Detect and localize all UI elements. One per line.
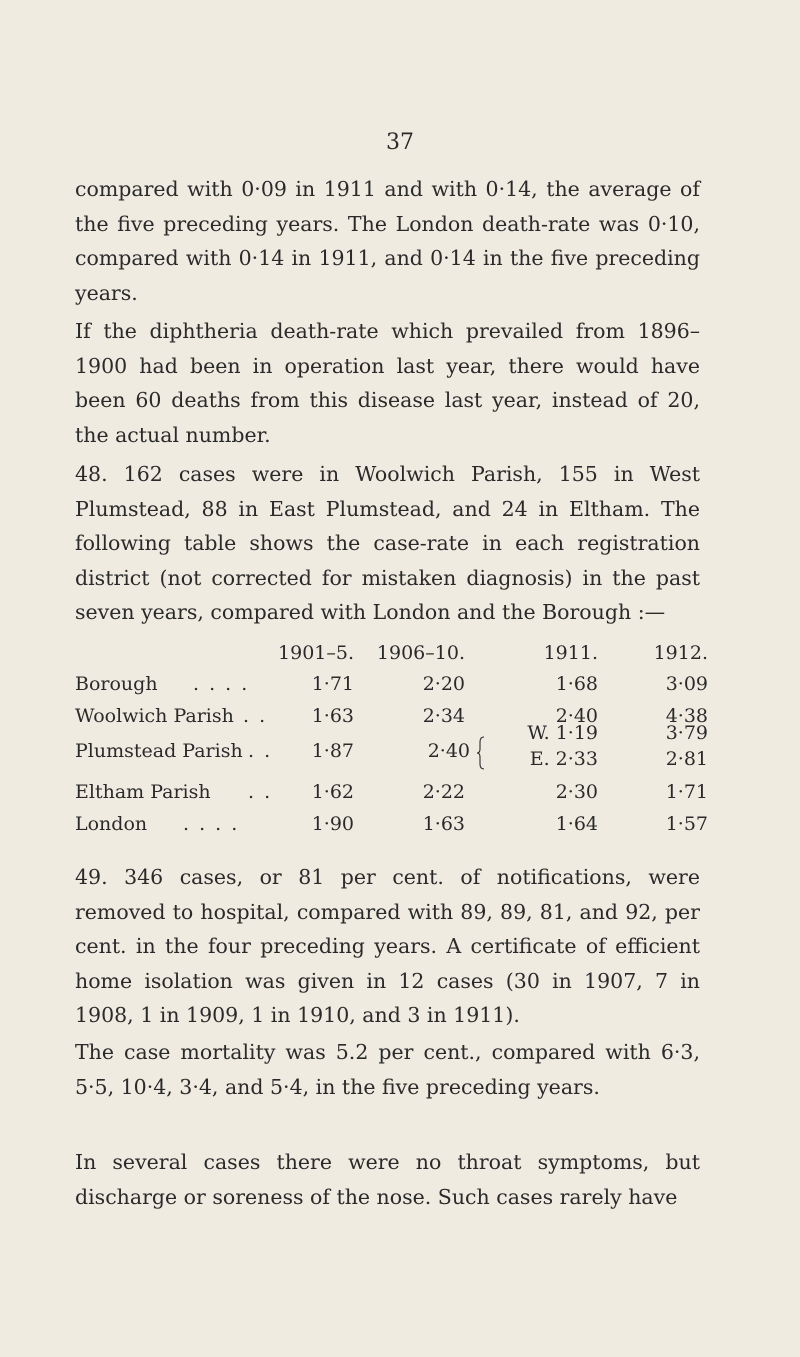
paragraph-case-mortality: The case mortality was 5.2 per cent., compared with 6·3, 5·5, 10·4, 3·4, and 5·4, in the five preceding years. <box>75 1040 700 1099</box>
row-label-woolwich-parish: Woolwich Parish <box>75 705 234 727</box>
paragraph-48-case-distribution: 48. 162 cases were in Woolwich Parish, 155 in West Plumstead, 88 in East Plumstead, and 24 in Eltham. The following table shows the case-rate in each registration district (not corrected for mistaken diagnosis) in the past seven years, compared with London and the Borough :— <box>75 462 700 624</box>
row-leader-london: . . . . <box>183 813 240 835</box>
table-header-1912: 1912. <box>653 642 708 664</box>
cell-london-1901-5: 1·90 <box>311 813 354 835</box>
cell-borough-1912: 3·09 <box>665 673 708 695</box>
table-header-1901-5: 1901–5. <box>278 642 354 664</box>
cell-eltham-1912: 1·71 <box>665 781 708 803</box>
row-leader-woolwich-parish: . . <box>243 705 268 727</box>
cell-eltham-1906-10: 2·22 <box>422 781 465 803</box>
cell-woolwich-1901-5: 1·63 <box>311 705 354 727</box>
cell-plumstead-east-1911: E. 2·33 <box>529 748 598 770</box>
cell-woolwich-1912: 4·38 <box>665 705 708 727</box>
cell-borough-1911: 1·68 <box>555 673 598 695</box>
cell-eltham-1911: 2·30 <box>555 781 598 803</box>
cell-plumstead-west-1911: W. 1·19 <box>527 722 598 744</box>
row-label-london: London <box>75 813 148 835</box>
table-header-1911: 1911. <box>543 642 598 664</box>
cell-eltham-1901-5: 1·62 <box>311 781 354 803</box>
cell-borough-1906-10: 2·20 <box>422 673 465 695</box>
cell-plumstead-1906-10: 2·40 <box>427 740 470 762</box>
row-label-plumstead-parish: Plumstead Parish <box>75 740 243 762</box>
cell-london-1911: 1·64 <box>555 813 598 835</box>
row-label-borough: Borough <box>75 673 158 695</box>
cell-london-1912: 1·57 <box>665 813 708 835</box>
row-leader-eltham-parish: . . <box>248 781 273 803</box>
table-header-1906-10: 1906–10. <box>376 642 465 664</box>
cell-london-1906-10: 1·63 <box>422 813 465 835</box>
paragraph-diphtheria-death-rate: If the diphtheria death-rate which prevailed from 1896–1900 had been in operation last year, there would have been 60 deaths from this disease last year, instead of 20, the actual number. <box>75 319 700 447</box>
cell-plumstead-east-1912: 2·81 <box>665 748 708 770</box>
paragraph-death-rate-comparison: compared with 0·09 in 1911 and with 0·14, the average of the five preceding years. The London death-rate was 0·10, compared with 0·14 in 1911, and 0·14 in the five preceding years. <box>75 177 700 305</box>
paragraph-nasal-cases: In several cases there were no throat symptoms, but discharge or soreness of the nose. Such cases rarely have <box>75 1150 700 1209</box>
cell-borough-1901-5: 1·71 <box>311 673 354 695</box>
brace-icon <box>477 736 485 770</box>
cell-woolwich-1911: 2·40 <box>555 705 598 727</box>
cell-plumstead-west-1912: 3·79 <box>665 722 708 744</box>
page-number: 37 <box>386 130 414 155</box>
row-label-eltham-parish: Eltham Parish <box>75 781 211 803</box>
row-leader-plumstead-parish: . . <box>248 740 273 762</box>
paragraph-49-hospital-removals: 49. 346 cases, or 81 per cent. of notifications, were removed to hospital, compared with 89, 89, 81, and 92, per cent. in the four preceding years. A certificate of efficient home isolation was given in 12 cases (30 in 1907, 7 in 1908, 1 in 1909, 1 in 1910, and 3 in 1911). <box>75 865 700 1027</box>
cell-woolwich-1906-10: 2·34 <box>422 705 465 727</box>
row-leader-borough: . . . . <box>193 673 250 695</box>
cell-plumstead-1901-5: 1·87 <box>311 740 354 762</box>
